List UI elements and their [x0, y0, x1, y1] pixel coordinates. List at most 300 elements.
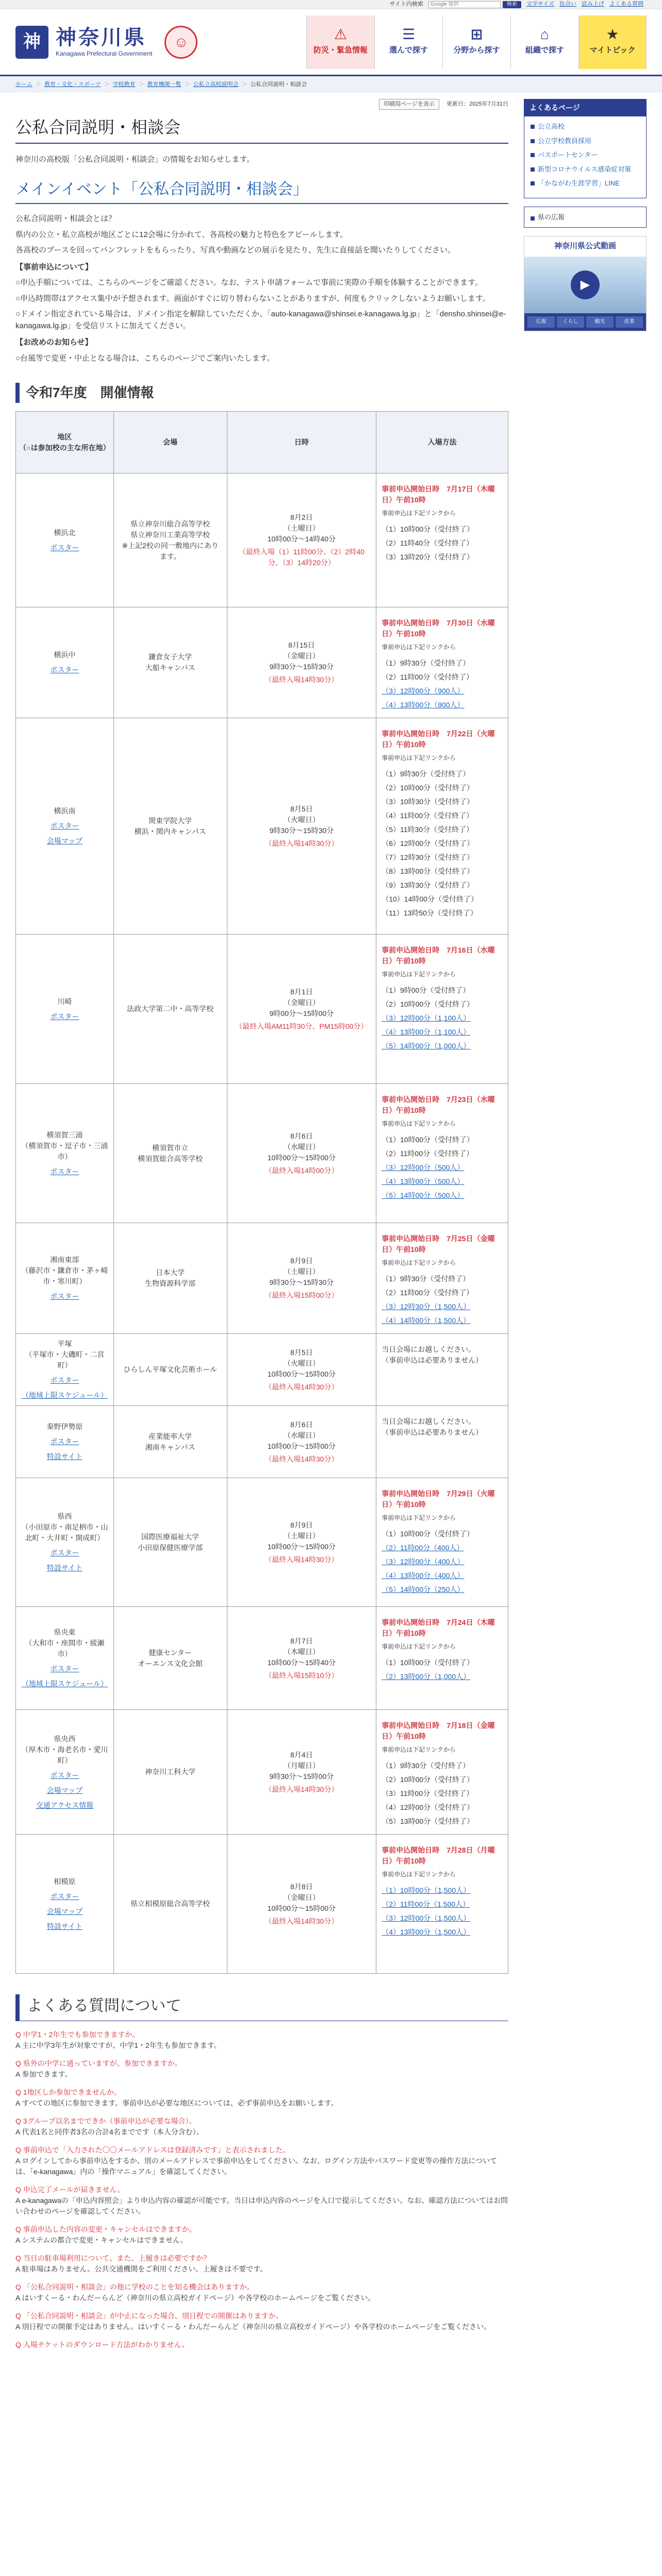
breadcrumb-link[interactable]: 教育・文化・スポーツ [44, 81, 101, 88]
time-slot-closed: （7）12時30分（受付終了） [382, 853, 474, 861]
apply-cell [376, 1406, 508, 1478]
apply-note: 事前申込は下記リンクから [382, 1259, 456, 1266]
apply-cell [376, 1607, 508, 1710]
font-size-link[interactable]: 文字サイズ [526, 1, 554, 8]
apply-start: 事前申込開始日時 7月24日（木曜日）午前10時 [382, 1618, 495, 1637]
nav-select[interactable] [374, 15, 442, 69]
building-icon: ⌂ [540, 26, 549, 43]
area-link[interactable]: ポスター [50, 1892, 79, 1901]
area-link[interactable]: ポスター [50, 1665, 79, 1673]
event-para: 公私合同説明・相談会とは？ [15, 214, 117, 223]
warning-icon: ⚠ [334, 26, 347, 43]
faq-question: Q 1地区しか参加できませんか。 [15, 2088, 121, 2096]
apply-cell [376, 935, 508, 1084]
date-cell [227, 935, 376, 1084]
col-header-apply: 入場方法 [376, 412, 508, 473]
faq-answer: A はいすくーる・わんだーらんど（神奈川の県立高校ガイドページ）や各学校のホームページをご覧ください。 [15, 2294, 375, 2302]
date-text: 8月15日 （金曜日） 9時30分～15時30分 [269, 641, 334, 671]
date-cell [227, 1406, 376, 1478]
area-link[interactable]: 特設サイト [46, 1452, 82, 1461]
time-slot-closed: （1）9時30分（受付終了） [382, 1275, 470, 1283]
faq-answer: A 代表1名と同伴者3名の合計4名までです（本人分含む）。 [15, 2128, 204, 2136]
popular-pages-list [524, 116, 646, 198]
area-cell [16, 718, 114, 935]
area-cell [16, 1607, 114, 1710]
last-entry-note: （最終入場14時30分） [264, 1454, 339, 1463]
nav-mytopic[interactable] [578, 15, 647, 69]
apply-note: 事前申込は下記リンクから [382, 1746, 456, 1753]
bullet-icon [531, 181, 535, 185]
area-link[interactable]: ポスター [50, 1771, 79, 1780]
date-text: 8月9日 （土曜日） 10時00分～15時00分 [267, 1520, 336, 1551]
area-name: 秦野伊勢原 [46, 1422, 83, 1431]
time-slot-link[interactable]: （3）12時00分（1,500人） [382, 1914, 471, 1922]
venue-cell: 鎌倉女子大学 大船キャンパス [113, 607, 227, 718]
time-slot-link[interactable]: （4）13時00分（500人） [382, 1177, 465, 1185]
faq-item [15, 2058, 508, 2080]
main-content [15, 99, 508, 2461]
time-slot-closed: （2）10時00分（受付終了） [382, 1775, 474, 1784]
event-para: 県内の公立・私立高校が地区ごとに12会場に分かれて、各高校の魅力と特色をアピールします。 [15, 230, 348, 239]
area-cell [16, 607, 114, 718]
area-name: 横須賀三浦 （横須賀市・逗子市・三浦市） [21, 1130, 108, 1161]
time-slot-closed: （1）10時00分（受付終了） [382, 1530, 474, 1538]
event-subheading: 【お改めのお知らせ】 [15, 338, 93, 347]
apply-start: 事前申込開始日時 7月23日（水曜日）午前10時 [382, 1095, 495, 1114]
time-slot-link[interactable]: （2）13時00分（1,000人） [382, 1672, 471, 1681]
apply-note: 事前申込は下記リンクから [382, 1514, 456, 1521]
date-cell [227, 1835, 376, 1974]
time-slot-closed: （5）13時00分（受付終了） [382, 1817, 474, 1825]
time-slot-link[interactable]: （5）14時00分（500人） [382, 1191, 465, 1199]
time-slot-closed: （1）9時30分（受付終了） [382, 659, 470, 667]
venue-cell: 県立神奈川総合高等学校 県立神奈川工業高等学校 ※上記2校の同一敷地内にあります。 [113, 473, 227, 607]
list-icon: ☰ [402, 26, 416, 43]
time-slot-closed: （4）11時00分（受付終了） [382, 811, 474, 820]
time-slot-closed: （3）13時20分（受付終了） [382, 553, 474, 561]
official-video [524, 236, 647, 331]
time-slot-link[interactable]: （4）13時00分（400人） [382, 1571, 465, 1580]
last-entry-note: （最終入場15時10分） [264, 1671, 339, 1680]
area-link[interactable]: ポスター [50, 822, 79, 830]
popular-page-item[interactable] [531, 178, 640, 189]
area-name: 相模原 [54, 1877, 76, 1886]
nav-label: 組織で探す [525, 46, 564, 55]
area-link[interactable]: 特設サイト [46, 1922, 82, 1930]
breadcrumb-link[interactable]: 教育機関一覧 [147, 81, 181, 88]
bullet-icon [531, 139, 535, 143]
video-title: 神奈川県公式動画 [554, 242, 616, 250]
date-text: 8月1日 （金曜日） 9時00分～15時00分 [269, 987, 334, 1018]
faq-item [15, 2340, 508, 2350]
date-text: 8月6日 （水曜日） 10時00分～15時00分 [267, 1131, 336, 1162]
time-slot-link[interactable]: （5）14時00分（250人） [382, 1585, 465, 1594]
nav-label: マイトピック [589, 46, 636, 55]
apply-start: 事前申込開始日時 7月22日（火曜日）午前10時 [382, 730, 495, 749]
star-icon: ★ [606, 26, 619, 43]
faq-question: Q 中学1・2年生でも参加できますか。 [15, 2030, 140, 2039]
faq-question: Q 県外の中学に通っていますが、参加できますか。 [15, 2059, 182, 2067]
grid-icon: ⊞ [470, 26, 483, 43]
faq-question: Q 入場チケットのダウンロード方法がわかりません。 [15, 2341, 189, 2349]
pr-link-label: 県の広報 [538, 213, 565, 221]
read-aloud-link[interactable]: 読み上げ [582, 1, 604, 8]
area-link[interactable]: ポスター [50, 1167, 79, 1176]
area-name: 横浜中 [54, 651, 76, 659]
last-entry-note: （最終入場14時30分） [264, 675, 339, 684]
faq-question: Q 当日の駐車場利用について、また、上履きは必要ですか？ [15, 2254, 211, 2262]
faq-answer: A 参加できます。 [15, 2070, 72, 2078]
time-slot-closed: （2）10時00分（受付終了） [382, 1000, 474, 1008]
time-slot-closed: （6）12時00分（受付終了） [382, 839, 474, 848]
apply-cell [376, 1710, 508, 1835]
col-header-area: 地区 （○は参加校の主な所在地） [16, 412, 114, 473]
faq-question: Q 「公私合同説明・相談会」が中止になった場合、別日程での開催はありますか。 [15, 2312, 283, 2320]
faq-answer: A 駐車場はありません。公共交通機関をご利用ください。上履きは不要です。 [15, 2265, 268, 2273]
time-slot-link[interactable]: （4）13時00分（1,500人） [382, 1928, 471, 1936]
time-slot-closed: （3）11時00分（受付終了） [382, 1789, 474, 1798]
apply-note: 事前申込は下記リンクから [382, 1643, 456, 1650]
area-name: 川崎 [57, 997, 72, 1006]
popular-page-label: 新型コロナウイルス感染症対策 [538, 165, 632, 173]
last-entry-note: （最終入場14時30分） [264, 1382, 339, 1391]
faq-item [15, 2087, 508, 2109]
time-slot-link[interactable]: （2）11時00分（1,500人） [382, 1900, 470, 1908]
apply-cell [376, 607, 508, 718]
date-cell [227, 1084, 376, 1223]
last-entry-note: （最終入場（1）11時00分、（2）2時40分、（3）14時20分） [238, 548, 365, 567]
time-slot-link[interactable]: （3）12時00分（400人） [382, 1557, 465, 1566]
schedule-heading: 令和7年度 開催情報 [15, 383, 508, 403]
apply-start: 事前申込開始日時 7月28日（月曜日）午前10時 [382, 1846, 495, 1865]
col-header-venue: 会場 [113, 412, 227, 473]
global-nav [306, 15, 647, 69]
event-para: ○申込手順については、こちらのページをご確認ください。なお、テスト申請フォームで事前に実際の手順を体験することができます。 [15, 278, 483, 287]
area-cell [16, 473, 114, 607]
date-cell [227, 1478, 376, 1607]
date-cell [227, 1334, 376, 1406]
time-slot-link[interactable]: （3）12時00分（500人） [382, 1163, 465, 1172]
search-input[interactable] [428, 1, 501, 8]
bullet-icon [531, 167, 535, 172]
faq-question: Q 申込完了メールが届きません。 [15, 2185, 125, 2194]
play-icon[interactable]: ▶ [571, 270, 600, 299]
event-para: ○台風等で変更・中止となる場合は、こちらのページでご案内いたします。 [15, 353, 275, 363]
area-name: 県西 （小田原市・南足柄市・山北町・大井町・開成町） [21, 1512, 108, 1542]
apply-cell [376, 1223, 508, 1334]
area-link[interactable]: ポスター [50, 1549, 79, 1557]
schedule-row [16, 1835, 508, 1974]
apply-start: 事前申込開始日時 7月16日（水曜日）午前10時 [382, 946, 495, 965]
area-cell [16, 1084, 114, 1223]
video-tab[interactable]: 広報 [527, 316, 555, 328]
video-tab[interactable]: 観光 [586, 316, 614, 328]
last-entry-note: （最終入場15時00分） [264, 1291, 339, 1299]
faq-answer: A 主に中学3年生が対象ですが、中学1・2年生も参加できます。 [15, 2041, 221, 2049]
faq-answer: A 別日程での開催予定はありません。はいすくーる・わんだーらんど（神奈川の県立高校ガイドページ）や各学校のホームページをご覧ください。 [15, 2323, 491, 2331]
time-slot-link[interactable]: （4）14時00分（1,500人） [382, 1316, 471, 1325]
date-cell [227, 607, 376, 718]
popular-page-item[interactable] [531, 136, 640, 146]
venue-cell: 国際医療福祉大学 小田原保健医療学部 [113, 1478, 227, 1607]
apply-cell [376, 1084, 508, 1223]
faq-item [15, 2145, 508, 2177]
area-link[interactable]: 交通アクセス情報 [36, 1801, 94, 1809]
area-link[interactable]: 特設サイト [46, 1564, 82, 1572]
time-slot-link[interactable]: （3）12時00分（900人） [382, 687, 465, 695]
video-tab[interactable]: くらし [557, 316, 584, 328]
apply-note: 事前申込は下記リンクから [382, 971, 456, 978]
venue-cell: 県立相模原総合高等学校 [113, 1835, 227, 1974]
apply-note: 事前申込は下記リンクから [382, 1120, 456, 1127]
faq-question: Q 「公私合同説明・相談会」の他に学校のことを知る機会はありますか。 [15, 2283, 254, 2291]
popular-page-label: 公立高校 [538, 123, 565, 130]
apply-cell [376, 718, 508, 935]
area-link[interactable]: （地域上限スケジュール） [21, 1680, 108, 1688]
schedule-row [16, 1223, 508, 1334]
faq-heading: よくある質問について [15, 1994, 508, 2021]
area-link[interactable]: ポスター [50, 1292, 79, 1300]
faq-item [15, 2253, 508, 2275]
faq-link[interactable]: よくある質問 [609, 1, 643, 8]
date-cell [227, 718, 376, 935]
area-cell [16, 935, 114, 1084]
date-text: 8月6日 （水曜日） 10時00分～15時00分 [267, 1420, 336, 1450]
last-entry-note: （最終入場14時30分） [264, 1917, 339, 1925]
date-text: 8月5日 （火曜日） 10時00分～15時00分 [267, 1348, 336, 1378]
time-slot-closed: （1）10時00分（受付終了） [382, 525, 474, 533]
venue-cell: 日本大学 生物資源科学部 [113, 1223, 227, 1334]
time-slot-closed: （1）9時00分（受付終了） [382, 986, 470, 994]
color-link[interactable]: 色合い [559, 1, 576, 8]
apply-cell [376, 473, 508, 607]
time-slot-link[interactable]: （1）10時00分（1,500人） [382, 1886, 471, 1894]
breadcrumb-link[interactable]: 公私立高校説明会 [193, 81, 239, 88]
area-name: 横浜北 [54, 528, 76, 537]
last-entry-note: （最終入場14時00分） [264, 1166, 339, 1175]
schedule-row [16, 1334, 508, 1406]
breadcrumb-link[interactable]: 学校教育 [112, 81, 136, 88]
time-slot-closed: （1）9時30分（受付終了） [382, 1761, 470, 1770]
apply-note: 事前申込は下記リンクから [382, 1871, 456, 1878]
time-slot-link[interactable]: （3）12時30分（1,500人） [382, 1302, 471, 1311]
last-entry-note: （最終入場14時30分） [264, 839, 339, 848]
area-cell [16, 1710, 114, 1835]
area-link[interactable]: （地域上限スケジュール） [21, 1391, 108, 1399]
area-name: 横浜南 [54, 807, 76, 815]
event-heading: メインイベント「公私合同説明・相談会」 [15, 178, 508, 204]
col-header-date: 日時 [227, 412, 376, 473]
time-slot-closed: （1）10時00分（受付終了） [382, 1136, 474, 1144]
bullet-icon [531, 216, 535, 221]
apply-cell [376, 1478, 508, 1607]
area-link[interactable]: 会場マップ [46, 837, 83, 845]
schedule-row [16, 1478, 508, 1607]
time-slot-closed: （9）13時30分（受付終了） [382, 881, 474, 889]
page-lead: 神奈川の高校版「公私合同説明・相談会」の情報をお知らせします。 [15, 155, 255, 164]
nav-label: 分野から探す [453, 46, 500, 55]
popular-page-item[interactable] [531, 150, 640, 160]
area-name: 県央東 （大和市・座間市・綾瀬市） [25, 1628, 105, 1658]
venue-cell: 関東学院大学 横浜・関内キャンパス [113, 718, 227, 935]
last-entry-note: （最終入場14時30分） [264, 1785, 339, 1793]
apply-start: 事前申込開始日時 7月30日（水曜日）午前10時 [382, 619, 495, 638]
apply-note: 事前申込は下記リンクから [382, 510, 456, 517]
page-actions [15, 99, 508, 110]
schedule-row [16, 935, 508, 1084]
faq-item [15, 2224, 508, 2246]
bullet-icon [531, 153, 535, 157]
faq-question: Q 事前申込した内容の変更・キャンセルはできますか。 [15, 2225, 196, 2233]
time-slot-closed: （3）10時30分（受付終了） [382, 798, 474, 806]
utility-bar [0, 0, 662, 9]
time-slot-closed: （10）14時00分（受付終了） [382, 895, 478, 903]
last-entry-note: （最終入場AM11時30分、PM15時00分） [235, 1022, 368, 1030]
area-cell [16, 1478, 114, 1607]
nav-label: 選んで探す [389, 46, 428, 55]
time-slot-closed: （2）11時00分（受付終了） [382, 673, 474, 681]
area-name: 湘南東部 （藤沢市・鎌倉市・茅ヶ崎市・寒川町） [21, 1256, 108, 1285]
date-cell [227, 1607, 376, 1710]
event-para: 各高校のブースを回ってパンフレットをもらったり、写真や動画などの展示を見たり、先生に直接話を聞いたりしてください。 [15, 246, 456, 255]
area-link[interactable]: ポスター [50, 1012, 79, 1021]
nav-category[interactable] [442, 15, 510, 69]
area-cell [16, 1406, 114, 1478]
time-slot-link[interactable]: （5）14時00分（1,000人） [382, 1042, 471, 1050]
breadcrumb-current: 公私合同説明・相談会 [250, 81, 307, 88]
date-cell [227, 1710, 376, 1835]
popular-page-label: パスポートセンター [538, 151, 598, 159]
video-tab[interactable]: 産業 [616, 316, 643, 328]
sidebar [524, 99, 647, 2461]
faq-question: Q 3グループ以名までできか（事前申込が必要な場合）。 [15, 2117, 196, 2125]
site-search [428, 1, 521, 8]
updated-date: 更新日：2025年7月31日 [446, 101, 508, 107]
area-name: 県央西 （厚木市・海老名市・愛川町） [21, 1734, 108, 1765]
faq-item [15, 2311, 508, 2332]
schedule-row [16, 1406, 508, 1478]
kanagawa-emblem-icon: 神 [15, 26, 48, 59]
bullet-icon [531, 125, 535, 129]
faq-list [15, 2029, 508, 2350]
area-link[interactable]: ポスター [50, 1437, 79, 1446]
schedule-table [15, 411, 508, 1974]
time-slot-closed: （2）11時00分（受付終了） [382, 1289, 474, 1297]
time-slot-closed: （2）11時40分（受付終了） [382, 539, 474, 547]
faq-answer: A すべての地区に参加できます。事前申込が必要な地区については、必ず事前申込をお願いします。 [15, 2099, 338, 2107]
area-cell [16, 1835, 114, 1974]
apply-start: 当日会場にお越しください。 （事前申込は必要ありません） [382, 1417, 483, 1436]
area-cell [16, 1334, 114, 1406]
event-para: ○ドメイン指定されている場合は、ドメイン指定を解除していただくか、「auto-kanagawa@shinsei.e-kanagawa.lg.jp」と「densho.shinsei@e-kanagawa.lg.jp」を受信リストに加えてください。 [15, 310, 506, 330]
schedule-row [16, 607, 508, 718]
site-header [0, 9, 662, 76]
popular-pages-box [524, 99, 647, 198]
site-logo[interactable] [15, 26, 253, 59]
apply-start: 当日会場にお越しください。 （事前申込は必要ありません） [382, 1345, 483, 1364]
time-slot-closed: （5）11時30分（受付終了） [382, 825, 474, 834]
date-text: 8月4日 （月曜日） 9時30分～15時00分 [269, 1750, 334, 1781]
area-link[interactable]: 会場マップ [46, 1907, 83, 1916]
apply-cell [376, 1334, 508, 1406]
area-link[interactable]: ポスター [50, 666, 79, 674]
apply-note: 事前申込は下記リンクから [382, 643, 456, 651]
video-player[interactable] [524, 257, 646, 313]
pr-link[interactable] [524, 207, 647, 228]
print-button[interactable]: 印刷用ページを表示 [379, 99, 439, 110]
schedule-row [16, 1710, 508, 1835]
popular-page-item[interactable] [531, 122, 640, 132]
mascot-icon: ☺ [164, 26, 197, 59]
area-link[interactable]: 会場マップ [46, 1786, 83, 1794]
date-cell [227, 473, 376, 607]
area-name: 平塚 （平塚市・大磯町・二宮町） [25, 1340, 105, 1369]
faq-answer: A システムの都合で変更・キャンセルはできません。 [15, 2236, 188, 2244]
time-slot-closed: （1）9時30分（受付終了） [382, 770, 470, 778]
area-cell [16, 1223, 114, 1334]
video-tabs [524, 313, 646, 331]
faq-question: Q 事前申込で「入力された〇〇メールアドレスは登録済みです」と表示されました。 [15, 2146, 290, 2154]
time-slot-closed: （2）10時00分（受付終了） [382, 784, 474, 792]
time-slot-closed: （2）11時00分（受付終了） [382, 1149, 474, 1158]
venue-cell: 横須賀市立 横須賀総合高等学校 [113, 1084, 227, 1223]
date-text: 8月2日 （土曜日） 10時00分～14時40分 [267, 513, 336, 543]
nav-organization[interactable] [510, 15, 578, 69]
schedule-row [16, 718, 508, 935]
time-slot-link[interactable]: （4）13時00分（1,100人） [382, 1028, 471, 1036]
schedule-body [16, 473, 508, 1974]
venue-cell: 法政大学第二中・高等学校 [113, 935, 227, 1084]
breadcrumb-link[interactable]: ホーム [15, 81, 32, 88]
schedule-row [16, 1607, 508, 1710]
faq-item [15, 2116, 508, 2138]
apply-start: 事前申込開始日時 7月25日（金曜日）午前10時 [382, 1234, 495, 1253]
date-text: 8月8日 （金曜日） 10時00分～15時00分 [267, 1882, 336, 1912]
apply-cell [376, 1835, 508, 1974]
area-link[interactable]: ポスター [50, 1376, 79, 1384]
breadcrumb: ホーム ＞ 教育・文化・スポーツ ＞ 学校教育 ＞ 教育機関一覧 ＞ 公私立高校説明会 ＞ 公私合同説明・相談会 [0, 76, 662, 93]
schedule-row [16, 1084, 508, 1223]
apply-note: 事前申込は下記リンクから [382, 754, 456, 761]
time-slot-link[interactable]: （3）12時00分（1,100人） [382, 1014, 471, 1022]
site-name-en: Kanagawa Prefectural Government [56, 49, 153, 57]
area-link[interactable]: ポスター [50, 543, 79, 552]
time-slot-closed: （11）13時50分（受付終了） [382, 909, 477, 917]
venue-cell: 神奈川工科大学 [113, 1710, 227, 1835]
event-para: ○申込時間帯はアクセス集中が予想されます。画面がすぐに切り替わらないことがありますが、何度もクリックしないようお願いします。 [15, 294, 490, 303]
time-slot-link[interactable]: （2）11時00分（400人） [382, 1544, 464, 1552]
faq-item [15, 2029, 508, 2051]
nav-emergency[interactable] [306, 15, 374, 69]
nav-label: 防災・緊急情報 [313, 46, 368, 55]
faq-answer: A e-kanagawaの「申込内容照会」より申込内容の確認が可能です。当日は申込内容のページを入口で提示してください。なお、確認方法についてはお問い合わせのページを確認してください。 [15, 2196, 508, 2215]
faq-item [15, 2184, 508, 2217]
apply-start: 事前申込開始日時 7月18日（金曜日）午前10時 [382, 1721, 495, 1740]
time-slot-link[interactable]: （4）13時00分（900人） [382, 701, 465, 709]
venue-cell: 健康センター オーエンス文化会館 [113, 1607, 227, 1710]
date-text: 8月7日 （木曜日） 10時00分～15時40分 [267, 1636, 336, 1667]
site-name: 神奈川県 [56, 26, 146, 49]
page-title: 公私合同説明・相談会 [15, 115, 508, 144]
venue-cell: 産業能率大学 湘南キャンパス [113, 1406, 227, 1478]
date-text: 8月5日 （火曜日） 9時30分～15時30分 [269, 804, 334, 835]
time-slot-closed: （4）12時00分（受付終了） [382, 1803, 474, 1811]
popular-page-item[interactable] [531, 164, 640, 175]
date-cell [227, 1223, 376, 1334]
apply-start: 事前申込開始日時 7月29日（火曜日）午前10時 [382, 1489, 495, 1509]
search-button[interactable]: 検索 [503, 1, 521, 8]
date-text: 8月9日 （土曜日） 9時30分～15時30分 [269, 1257, 334, 1286]
